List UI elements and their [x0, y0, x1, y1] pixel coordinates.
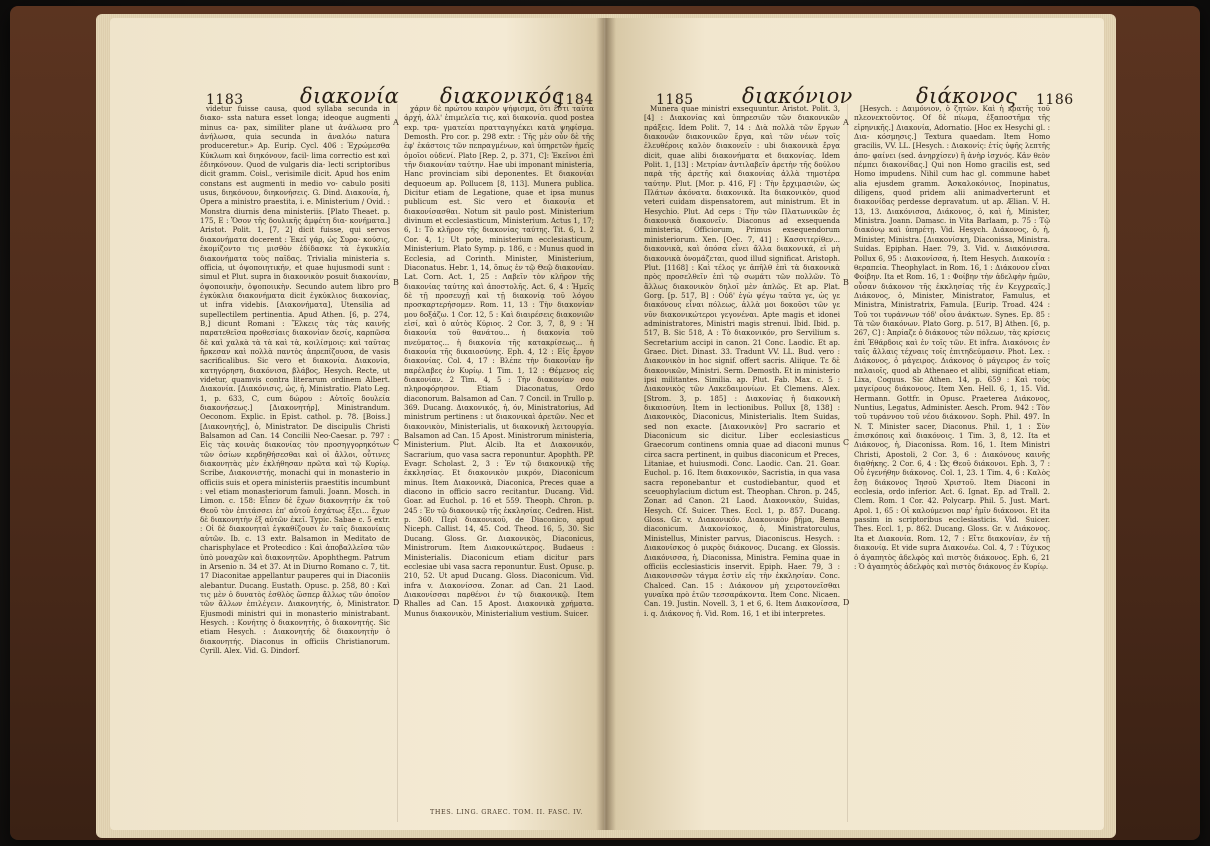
- column-divider: [397, 104, 398, 822]
- section-marker: D: [843, 598, 850, 607]
- text-column: [644, 104, 840, 822]
- section-marker: D: [393, 598, 400, 607]
- section-marker: A: [393, 118, 399, 127]
- text-column: [200, 104, 390, 822]
- section-marker: A: [843, 118, 849, 127]
- section-marker: C: [843, 438, 850, 447]
- book-gutter: [596, 18, 616, 830]
- running-headword: διακονικός: [440, 84, 564, 108]
- column-text: videtur fuisse causa, quod syllaba secunda in διακο- ssta natura esset longa; ideoque augmenti minus ca- pax, similiter plane ut ἀνάλωσα pro ἀνήλωσα, quia secunda in ἀναλόω natura produceretur.» Ap. Eurip. Cycl. 406 : Ἐχρώμεσθα Κύκλωπι καὶ διηκόνουν, facil- lima correctio est καὶ ἐδιηκόνουν. Quod de vulgaris dia- lecti scriptoribus dicit gramm. Coisl., verisimile dicit. Apud hos enim constans est augmenti in medio vo- cabulo positi usus, διηκόνουν, διηκονήσεις. G. Dind. Διακονία, ἡ, Opera a ministro praestita, i. e. Ministerium / Ovid. : Monstra diurnis dena ministeriis. [Plato Theaet. p. 175, E : Ὅσον τῆς δουλικῆς ἀμφέτη δια- κονήματα.] Aristot. Polit. 1, [7, 2] dicit fuisse, qui servos διακονήματα docerent : Ἐκεῖ γάρ, ὡς Συρα- κούσις, ἐκομίζοντο τις μισθὸν ἐδίδασκε τὰ ἐγκυκλία διακονήματα τοὺς παῖδας. Trivialia ministeria s. officia, ut ὀψοποιητικήν, et quae hujusmodi sunt : simul et Plut. supra in διακονικὸν posuit διακονίαν, ὀψοποιικὴν, ὀψοποιικὴν. Secundo autem libro pro ἐγκύκλια διακονήματα dicit ἐγκύκλιος διακονίας, ut infra videbis. [Διακονήματα], Utensilia ad supellectilem pertinentia. Apud Athen. [6, p. 274, B,] dicunt Romani : Ἕλκεις τὰς τὰς καινῆς παρατεθεῖσα προθεσίαις διακονίαν δεσίς, καρπῶσα δὲ καὶ χαλκὰ τὰ τὰ καὶ τὰ, κοιλίσμοις: καὶ ταῦτας ἤρκεσαν καὶ πολλὰ παντὸς ἀπρεπίζουσα, de vasis sacrificalibus. Sic vero et διακονία. Διακονία, κατηγόρηση, διακόνισα, βλάβος, Hesych. Recte, ut videtur, quamvis contra literarum ordinem Albert. Διακονία. [Διακόνισις, ὡς, ἡ, Ministratio. Plato Leg. 1, p. 633, C, cum δώρου : Αὐτοῖς δουλεία διακονήσεως.] [Διακονητήρ], Ministrandum. Oeconom. Explic. in Epist. cathol. p. 78. [Boiss.] [Διακονητής], ὁ, Ministrator. De discipulis Christi Balsamon ad Can. 14 Concilii Neo-Caesar. p. 797 : Εἰς τὰς κοινὰς διακονίας τὸν προσηγγορηκότων τῶν ὁσίων κερδηθήσεσθαι καὶ οἱ ἄλλοι, οὗτινες διακονητὰς μὲν ἐκλήθησαν πρῶτα καὶ τῷ Κυρίῳ. Scribe, Διακονιστής, monachi qui in monasterio in officiis suis et opera ministeriis praestitis incumbunt : vel etiam monasteriorum famuli. Joann. Mosch. in Limon. c. 158: Εἶπεν δὲ ἔχων διακονητὴν ἐκ τοῦ Θεοῦ τὸν ἐπιτάσσει ἐπ' αὐτοῦ ἐσχάτως ἔξει... ἔχων δὲ διακονητὴν ἐξ αὐτῶν ἐκεῖ. Typic. Sabae c. 5 extr. : Οἱ δὲ διακονηταὶ ἐγκαθίζουσι ἐν ταῖς διακονίαις αὐτῶν. Ib. c. 13 extr. Balsamon in Meditato de charisphylace et Protecdico : Καὶ ἀποβαλλεῖσα τῶν ὑπὸ μοναχῶν καὶ διακονητῶν. Apophthegm. Patrum in Arsenio n. 34 et 37. At in Diurno Romano c. 7, tit. 17 Diaconitae appellantur pauperes qui in Diaconiis alebantur. Ducang. Eustath. Opusc. p. 258, 80 : Καὶ τις μὲν ὁ δυνατὸς ἐσθλὸς ὥσπερ ἄλλως τῶν ὁποῖον τῶν ἄλλων ἐπιλέγειν. Διακονητής, ὁ, Ministrator. Ejusmodi ministri qui in monasterio ministrabant. Hesych. : Κονήτης ὁ διακονητὴς, ὁ διακονητής. Sic etiam Hesych. : Διακονητής δὲ διακονητὴν ὁ διακονητής. Diaconus in officiis Christianorum. Cyrill. Alex. Vid. G. Dindorf.: [200, 104, 390, 655]
- signature-footer: THES. LING. GRAEC. TOM. II. FASC. IV.: [430, 808, 584, 816]
- right-page: [606, 18, 1104, 830]
- text-column: [854, 104, 1050, 822]
- section-marker: C: [393, 438, 400, 447]
- column-text: χάριν δὲ πρώτου καιρὸν ψήφισμα, ὅτι ἔστι ταῦτα ἀρχή, ἀλλ' ἐπιμελεῖα τις, καὶ διακονία. quod postea exp. τρα- γματείαι πρατταγηγέκει κατὰ ψηφίσμα. Demosth. Pro cor. p. 298 extr. : Τῆς μὲν οὖν δὲ τῆς ἐφ' ἑκάστοις τῶν πεπραγμένων, καὶ ὑπηρετῶν ἡμεῖς ὁμοῖοι οὐδενί. Plato [Rep. 2, p. 371, C]: Ἐκεῖνοι ἐπὶ τῆν διακονίαν ταύτην. Hae ubi imponant ministeria, Hanc provinciam sibi deponentes. Et διακονίαι dequoeum ap. Pollucem [8, 113]. Munera publica. Dicitur etiam de Legatione, quae et ipsa munus publicum est. Sic vero et διακονία et διακονίσασθαι. Notum sit paulo post. Ministerium divinum et ecclesiasticum, Ministerium. Actus 1, 17; 6, 1: Τὸ κλῆρον τῆς διακονίας ταύτης. Tit. 6, 1. 2 Cor. 4, 1; Ut pote, ministerium ecclesiasticum, Ministerium. Plato Symp. p. 186, c : Munus quod in Ecclesia, ad Corinth. Minister, Ministerium, Diaconatus. Hebr. 1, 14, ὅπως ἐν τῷ Θεῷ διακονίαν. Lat. Corn. Act. 1, 25 : Λαβεῖν τὸν κλῆρον τῆς διακονίας ταύτης καὶ ἀποστολῆς. Act. 6, 4 : Ἡμεῖς δὲ τῇ προσευχῇ καὶ τῇ διακονίᾳ τοῦ λόγου προσκαρτερήσομεν. Rom. 11, 13 : Τὴν διακονίαν μου δοξάζω. 1 Cor. 12, 5 : Καὶ διαιρέσεις διακονιῶν εἰσί, καὶ ὁ αὐτὸς Κύριος. 2 Cor. 3, 7, 8, 9 : Ἡ διακονία τοῦ θανάτου... ἡ διακονία τοῦ πνεύματος... ἡ διακονία τῆς κατακρίσεως... ἡ διακονία τῆς δικαιοσύνης. Eph. 4, 12 : Εἰς ἔργον διακονίας. Col. 4, 17 : Βλέπε τὴν διακονίαν ἣν παρέλαβες ἐν Κυρίῳ. 1 Tim. 1, 12 : Θέμενος εἰς διακονίαν. 2 Tim. 4, 5 : Τὴν διακονίαν σου πληροφόρησον. Etiam Diaconatus, Ordo diaconorum. Balsamon ad Can. 7 Concil. in Trullo p. 369. Ducang. Διακονικός, ἡ, όν, Ministratorius, Ad ministrum pertinens : ut διακονικαὶ ἀρετῶν. Nec et διακονικὸν, Ministerialis, ut διακονικὴ λειτουργία. Balsamon ad Can. 15 Apost. Ministrorum ministeria, Ministerium. Plut. Alcib. Ita et Διακονικόν, Sacrarium, quo vasa sacra reponuntur. Apophth. PP. Evagr. Scholast. 2, 3 : Ἐν τῷ διακονικῷ τῆς ἐκκλησίας. Et διακονικὸν μικρόν, Diaconicum minus. Item Διακονικὰ, Diaconica, Preces quae a diacono in officio sacro recitantur. Ducang. Vid. Goar. ad Euchol. p. 16 et 559. Theoph. Chron. p. 245 : Ἐν τῷ διακονικῷ τῆς ἐκκλησίας. Cedren. Hist. p. 360. Περὶ διακονικοῦ, de Diaconico, apud Niceph. Callist. 14, 45. Cod. Theod. 16, 5, 30. Sic Ducang. Gloss. Gr. Διακονικὸς, Diaconicus, Ministrorum. Item Διακονικώτερος. Budaeus : Ministerialis. Diaconicum etiam dicitur pars ecclesiae ubi vasa sacra reponuntur. Eust. Opusc. p. 210, 52. Ut apud Ducang. Gloss. Diaconicum. Vid. infra v. Διακονίσσα. Zonar. ad Can. 21 Laod. Διακονίσσαι παρθένοι ἐν τῷ διακονικῷ. Item Rhalles ad Can. 15 Apost. Διακονικὰ χρήματα. Munus διακονικὸν, Ministerialium vestium. Suicer.: [404, 104, 594, 618]
- section-marker: B: [843, 278, 849, 287]
- running-headword: διακόνιον: [742, 84, 853, 108]
- column-text: [Hesych. : Δαιμόνιον, ὁ ζητῶν. Καὶ ἡ κρατῆς τοῦ πλεονεκτοῦντος. Of δὲ πίωμα, ἐξαποστῆμα τῆς εἰρηνικῆς.] Διακονία, Adornatio. [Hoc ex Hesychi gl. : Δια- κόσμησις.] Textura quaedam. Item Homo gracilis, VV. LL. [Hesych. : Διακονίς: ἑτίς ὑφῆς λεπτῆς ἀπο- φαίνει (sed. ἀνηρχίσεν) ἢ ἀνὴρ ἰσχνός. Κἀν θεὸν πέμπει διακονίδας.] Qui non Homo gracilis est, sed Homo impudens. Nihil cum hac gl. commune habet alia ejusdem gramm. Ἀσκαλοκόνιος, Inopinatus, diligens, quod pridem alii animadverterunt et διακονίδας perdesse depravatum. ut ap. Ælian. V. H. 13, 13. Διακόνισσα, Διάκονος, ὁ, καὶ ἡ, Minister, Ministra. Joann. Damasc. in Vita Barlaam, p. 75 : Τῷ διακόνῳ καὶ ὑπηρέτῃ. Vid. Hesych. Διάκονος, ὁ, ἡ, Minister, Ministra. [Διακονίσκη, Diaconissa, Ministra. Suidas. Epiphan. Haer. 79, 3. Vid. v. Διακόνισσα. Pollux 6, 95 : Διακονίσσα, ἡ. Item Hesych. Διακονία : θεραπεία. Theophylact. in Rom. 16, 1 : Διάκονον εἶναι Φοίβην. Ita et Rom. 16, 1 : Φοίβην τὴν ἀδελφὴν ἡμῶν, οὖσαν διάκονον τῆς ἐκκλησίας τῆς ἐν Κεγχρεαῖς.] Διάκονος, ὁ, Minister, Ministrator, Famulus, et Ministra, Ministratrix, Famula. [Eurip. Troad. 424 : Τοῦ τοι τυράννων τόδ' οἷου ἀνάκτων. Synes. Ep. 85 : Τὰ τῶν διακόνων. Plato Gorg. p. 517, B] Athen. [6, p. 267, C] : Ἀπρίαζε ὁ διάκονος τῶν πόλεων, τὰς κρίσεις ἐπὶ Ἐθάρδοις καὶ ἐν τοῖς τῶν. Et infra. Διακόνοις ἐν ταῖς ἄλλαις τέχναις τοῖς ἐπιτηδεύμασιν. Phot. Lex. : Διάκονος, ὁ μάγειρος. Διάκονος ὁ μάγειρος ἐν τοῖς παλαιοῖς, quod ab Athenaeo et alibi, significat etiam, Lixa, Coquus. Sic Athen. 14, p. 659 : Καὶ τοὺς μαγείρους διάκονους. Item Xen. Hell. 6, 1, 15. Vid. Hermann. Gottfr. in Opusc. Praeterea Διάκονος, Nuntius, Legatus, Administer. Aesch. Prom. 942 : Τὸν τοῦ τυράννου τοῦ νέου διάκονον. Soph. Phil. 497. In N. T. Minister sacer, Diaconus. Phil. 1, 1 : Σὺν ἐπισκόποις καὶ διακόνοις. 1 Tim. 3, 8, 12. Ita et Διάκονος, ἡ, Diaconissa. Rom. 16, 1. Item Ministri Christi, Apostoli, 2 Cor. 3, 6 : Διακόνους καινῆς διαθήκης. 2 Cor. 6, 4 : Ὡς Θεοῦ διάκονοι. Eph. 3, 7 : Οὗ ἐγενήθην διάκονος. Col. 1, 23. 1 Tim. 4, 6 : Καλὸς ἔσῃ διάκονος Ἰησοῦ Χριστοῦ. Item Diaconi in ecclesia, ordo inferior. Act. 6. Ignat. Ep. ad Trall. 2. Clem. Rom. 1 Cor. 42. Polycarp. Phil. 5. Just. Mart. Apol. 1, 65 : Οἱ καλούμενοι παρ' ἡμῖν διάκονοι. Et ita passim in scriptoribus ecclesiasticis. Vid. Suicer. Thes. Eccl. 1, p. 862. Ducang. Gloss. Gr. v. Διάκονος. Ita et Διακονία. Rom. 12, 7 : Εἴτε διακονίαν, ἐν τῇ διακονίᾳ. Et vide supra Διακονέω. Col. 4, 7 : Τύχικος ὁ ἀγαπητὸς ἀδελφὸς καὶ πιστὸς διάκονος. Eph. 6, 21 : Ὁ ἀγαπητὸς ἀδελφὸς καὶ πιστὸς διάκονος ἐν Κυρίῳ.: [854, 104, 1050, 571]
- left-page: [110, 18, 604, 830]
- page-number: 1185: [656, 92, 694, 108]
- running-headword: διακονία: [300, 84, 400, 108]
- page-number: 1183: [206, 92, 244, 108]
- section-marker: B: [393, 278, 399, 287]
- page-number: 1186: [1036, 92, 1074, 108]
- running-headword: διάκονος: [916, 84, 1018, 108]
- text-column: [404, 104, 594, 822]
- page-number: 1184: [556, 92, 594, 108]
- column-text: Munera quae ministri exsequuntur. Aristot. Polit. 3, [4] : Διακονίας καὶ ὑπηρεσιῶν τῶν διακονικῶν πράξεις. Idem Polit. 7, 14 : Διὰ πολλὰ τῶν ἔργων διακονῶν διακονικῶν ἔργα, καὶ τῶν νέων τοῖς ἐλευθέροις καλὸν διακονεῖν : ubi διακονικὰ ἔργα dicit, quae alibi διακονήματα et διακονίας. Idem Polit. 1, [13] : Μετρίαν ἀντιλαβεῖν ἀρετὴν τῆς δούλου παρὰ τῆς ἀρετῆς καὶ διακονίας ἀλλὰ τημοτέρα ταύτην. Plut. [Mor. p. 416, F] : Τὴν ἔρχιμασιῶν, ὡς Πλάτων ἀκόνατα. διακονικὰ. Ita διακονικὸν, quod veteri cuidam dispensatorem, aut ministrum. Et in Hesychio. Plut. Ad ceps : Τὴν τῶν Πλατωνικῶν ἐς διακονικὰ διακονεῖν. Diaconus ad exsequenda ministeria, Officiorum, Primus exsequendorum ministeriorum. Xen. [Oec. 7, 41] : Κασσιτερίθεν... διακονικὰ, καὶ ὁπόσα εἶνει ἄλλα διακονικά, εἰ μὴ διακονικὰ ὀνομάζεται, quod illud significat. Aristoph. Plut. [1168] : Καὶ τέλος γε ἀπῆλθ ἐπὶ τὰ διακονικὰ πρὸς προσελθεῖν ἐπὶ τῷ σωμάτι τῶν πολλῶν. Τὸ ἄλλως διακονικὸν δηλοῖ μὲν ἁπλῶς. Et ap. Plat. Gorg. [p. 517, B] : Οὐδ' ἐγὼ ψέγω ταῦτα γε, ὡς γε διακόνους εἶναι πόλεως, ἀλλὰ μοι δοκοῦσι τῶν γε νῦν διακονικώτεροι γεγονέναι. Apte magis et idonei administratores, Ministri magis strenui. Ibid. Ibid. p. 517, B. Sic 518, A : Τὸ διακονικόν, pro Servilium s. Secretarium accipi in canon. 21 Conc. Laodic. Et ap. Graec. Dict. Dinast. 33. Tradunt VV. LL. Bud. vero : Διακονικὸν in hoc signif. offert sacris. Aliique. Tε δὲ διακονικῶν, Ministri. Serm. Demosth. Et in ministerio ipsi militantes. Similia. ap. Plut. Fab. Max. c. 5 : Διακονικὸς τῶν Λακεδαιμονίων. Et Clemens. Alex. [Strom. 3, p. 185] : Διακονίας ἡ διακονικὴ δικαιοσύνη. Item in lectionibus. Pollux [8, 138] : Διακονικὸς, Diaconicus, Ministerialis. Item Suidas, sed non exacte. [Διακονικὸν] Pro sacrario et Diaconicum sic dicitur. Liber ecclesiasticus Graecorum continens omnia quae ad diaconi munus circa sacra pertinent, in quibus diaconicum et Preces, Litaniae, et huiusmodi. Conc. Laodic. Can. 21. Goar. Euchol. p. 16. Item διακονικὸν, Sacristia, in qua vasa sacra reponebantur et custodiebantur, quod et sceuophylacium dictum est. Theophan. Chron. p. 245, Zonar. ad Canon. 21 Laod. Διακονικὸν, Suidas, Hesych. Cf. Suicer. Thes. Eccl. 1, p. 857. Ducang. Gloss. Gr. v. Διακονικόν. Διακονικὸν βῆμα, Bema diaconicum. Διακονίσκος, ὁ, Ministratorculus, Ministellus, Minister parvus, Diaconiscus. Hesych. : Διακονίσκος ὁ μικρὸς διάκονος. Ducang. ex Glossis. Διακόνισσα, ἡ, Diaconissa, Ministra. Femina quae in officiis ecclesiasticis inservit. Epiph. Haer. 79, 3 : Διακονισσῶν τάγμα ἐστὶν εἰς τὴν ἐκκλησίαν. Conc. Chalced. Can. 15 : Διάκονον μὴ χειροτονεῖσθαι γυναῖκα πρὸ ἐτῶν τεσσαράκοντα. Item Conc. Nicaen. Can. 19. Justin. Novell. 3, 1 et 6, 6. Item Διακονίσσα, i. q. Διάκονος ἡ. Vid. Rom. 16, 1 et ibi interpretes.: [644, 104, 840, 618]
- column-divider: [847, 104, 848, 822]
